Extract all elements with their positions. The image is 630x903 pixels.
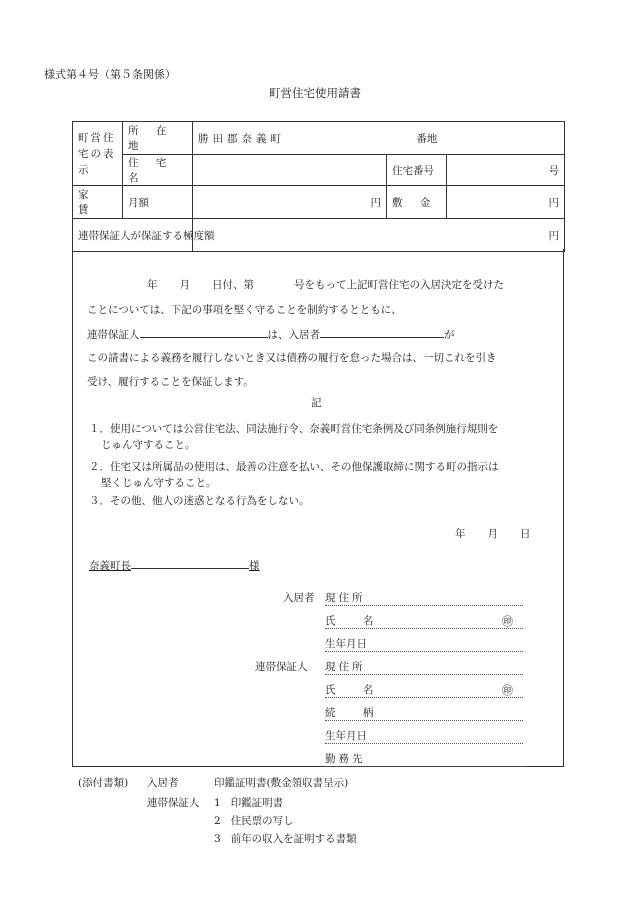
rent-label: 家 賃 <box>73 186 123 219</box>
deposit-label: 敷 金 <box>387 186 447 219</box>
resident-name-label: 氏 名 <box>325 615 386 627</box>
pledge-item-2: ２．住宅又は所属品の使用は、最善の注意を払い、その他保護取締に関する町の指示は 堅くじゅん守すること。 <box>89 461 499 489</box>
attach-guarantor-doc-1: 1 印鑑証明書 <box>214 797 284 809</box>
signature-date: 年 月 日 <box>455 528 531 540</box>
guarantor-work-label: 勤務先 <box>325 753 366 765</box>
resident-name-blank[interactable] <box>320 326 444 338</box>
guarantee-limit-label: 連帯保証人が保証する極度額 <box>73 219 193 252</box>
form-number-label: 様式第４号（第５条関係） <box>44 68 176 81</box>
body-line-5: 受け、履行することを保証します。 <box>87 376 254 388</box>
ki-heading: 記 <box>311 397 322 409</box>
body-line-4: この請書による義務を履行しないとき又は債務の履行を怠った場合は、一切これを引き <box>87 352 497 364</box>
housing-name-label: 住 宅 名 <box>123 155 193 186</box>
location-cell[interactable] <box>193 122 565 155</box>
resident-birth-field[interactable] <box>325 636 523 652</box>
number-unit: 号 <box>548 164 560 177</box>
guarantor-address-label: 現住所 <box>325 661 366 673</box>
housing-number-field[interactable] <box>447 155 565 186</box>
guarantor-name-label: 氏 名 <box>325 684 386 696</box>
attach-guarantor-doc-3: 3 前年の収入を証明する書類 <box>214 833 357 845</box>
attach-resident-doc: 印鑑証明書(敷金領収書呈示) <box>214 777 349 789</box>
location-value: 勝田郡奈義町 <box>198 132 285 145</box>
resident-address-label: 現住所 <box>325 592 366 604</box>
document-title: 町営住宅使用請書 <box>269 86 361 100</box>
pledge-item-3: ３．その他、他人の迷惑となる行為をしない。 <box>89 495 310 507</box>
attach-resident-label: 入居者 <box>147 777 179 789</box>
housing-info-table <box>72 121 565 252</box>
rent-amount-field[interactable] <box>193 186 387 219</box>
guarantor-address-field[interactable] <box>325 659 523 675</box>
pledge-body <box>72 249 564 767</box>
guarantor-name-blank[interactable] <box>140 326 268 338</box>
body-line-2: ことについては、下記の事項を堅く守ることを制約するとともに、 <box>87 304 402 316</box>
guarantor-birth-field[interactable] <box>325 728 523 744</box>
mayor-name-blank[interactable] <box>131 557 249 569</box>
guarantor-seal-mark: ㊞ <box>502 684 513 697</box>
location-label: 所 在 地 <box>123 122 193 155</box>
resident-address-field[interactable] <box>325 590 523 606</box>
resident-label: 入居者 <box>283 592 315 604</box>
guarantee-yen: 円 <box>548 229 560 242</box>
resident-name-field[interactable] <box>325 613 523 629</box>
guarantor-relation-label: 続 柄 <box>325 707 386 719</box>
body-line-3: 連帯保証人 は、入居者 が <box>87 326 455 342</box>
housing-name-field[interactable] <box>193 155 387 186</box>
resident-seal-mark: ㊞ <box>502 615 513 628</box>
guarantee-limit-field[interactable] <box>193 219 565 252</box>
monthly-label: 月額 <box>123 186 193 219</box>
deposit-yen: 円 <box>548 196 560 209</box>
guarantor-relation-field[interactable] <box>325 705 523 721</box>
attachments-label: (添付書類) <box>78 777 129 789</box>
deposit-amount-field[interactable] <box>447 186 565 219</box>
mayor-address: 奈義町長 様 <box>89 557 260 573</box>
attach-guarantor-doc-2: 2 住民票の写し <box>214 815 294 827</box>
guarantor-work-field[interactable] <box>325 751 523 767</box>
attach-guarantor-label: 連帯保証人 <box>147 797 200 809</box>
rent-yen: 円 <box>370 196 381 209</box>
guarantor-label: 連帯保証人 <box>255 661 308 673</box>
housing-display-label: 町営住宅の表示 <box>73 122 123 186</box>
guarantor-birth-label: 生年月日 <box>325 730 367 742</box>
pledge-item-1: １．使用については公営住宅法、同法施行令、奈義町営住宅条例及び同条例施行規則を じゅん守すること。 <box>89 423 499 451</box>
resident-birth-label: 生年月日 <box>325 638 367 650</box>
body-line-1: 年 月 日付、第 号をもって上記町営住宅の入居決定を受けた <box>147 279 504 291</box>
housing-number-label: 住宅番号 <box>387 155 447 186</box>
banchi-label: 番地 <box>416 132 438 145</box>
guarantor-name-field[interactable] <box>325 682 523 698</box>
